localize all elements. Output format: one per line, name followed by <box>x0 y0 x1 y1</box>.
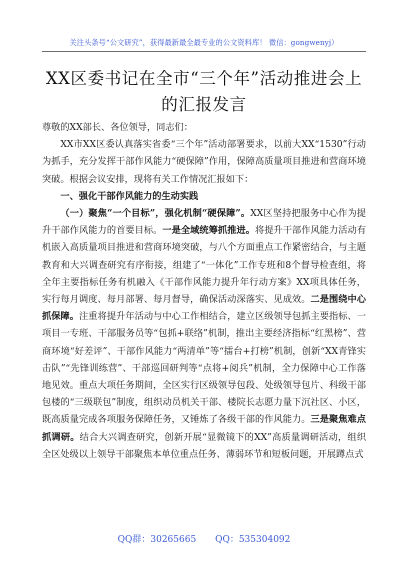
point-text-3: 结合大兴调查研究，创新开展“显微镜下的XX”高质量调研活动，组织全区处级以上领导干部聚焦本单位重点任务、薄弱环节和短板问题，开展蹲点式 <box>42 431 367 460</box>
qq-group: QQ群：30265665 <box>117 535 197 545</box>
subheading: （一）聚焦“一个目标”，强化机制“硬保障”。 <box>60 208 251 220</box>
point-text-2: 注重将提升年活动与中心工作相结合，建立区级领导包抓主要指标、一项目一专班、干部服务员等“包抓+联络”机制，推出主要经济指标“红黑榜”、营商环境“好差评”、干部作风能力“两清单”等“擂台+打榜”机制，创新“XX青锋实击队”“先锋训练营”、干部巡回研判等“点将+阅兵”机制，全力保障中心工作落地见效。重点大项任务期间，全区实行区级领导包段、处级领导包片、科级干部包楼的“三级联包”制度，组织动员机关干部、楼院长志愿力量下沉社区、小区，既高质量完成各项服务保障任务，又锤炼了各级干部的作风能力。 <box>42 311 367 426</box>
document-title-line2: 的汇报发言 <box>161 95 247 114</box>
salutation: 尊敬的XX部长、各位领导，同志们： <box>42 122 193 133</box>
document-title-line1: XX区委书记在全市“三个年”活动推进会上 <box>45 69 363 88</box>
qq-contact: QQ：535304092 <box>215 535 291 545</box>
document-body <box>42 119 366 463</box>
contact-footer <box>0 532 408 545</box>
sub-intro: XX区坚持把服务中心作为提升干部作风能力的首要目标。 <box>42 208 366 237</box>
header-divider <box>42 51 366 52</box>
section-heading: 一、强化干部作风能力的生动实践 <box>60 190 199 202</box>
promo-banner: 关注头条号“公文研究”，获得最新最全最专业的公文资料库！ 微信：gongwenyj） <box>69 38 339 47</box>
point-heading-1: 一是全域统筹抓推进。 <box>162 225 255 237</box>
point-heading-2: 二是围绕中心抓保障。 <box>42 294 366 323</box>
point-heading-3: 三是聚焦难点抓调研。 <box>42 414 366 443</box>
body-paragraph <box>42 205 366 463</box>
intro-paragraph: XX市XX区委认真落实省委“三个年”活动部署要求，以前大XX“1530”行动为抓手，充分发挥干部作风能力“硬保障”作用，保障高质量项目推进和营商环境突破。根据会议安排，现将有关工作情况汇报如下： <box>42 139 366 185</box>
point-text-1: 将提升干部作风能力活动有机嵌入高质量项目推进和营商环境突破，与八个方面重点工作紧密结合，与主题教育和大兴调查研究有序衔接，组建了“一体化”工作专班和8个督导检查组，将全年主要指标任务有机融入《干部作风能力提升年行动方案》XX项具体任务，实行每月调度、每月部署、每月督导，确保活动深落实、见成效。 <box>42 225 367 306</box>
